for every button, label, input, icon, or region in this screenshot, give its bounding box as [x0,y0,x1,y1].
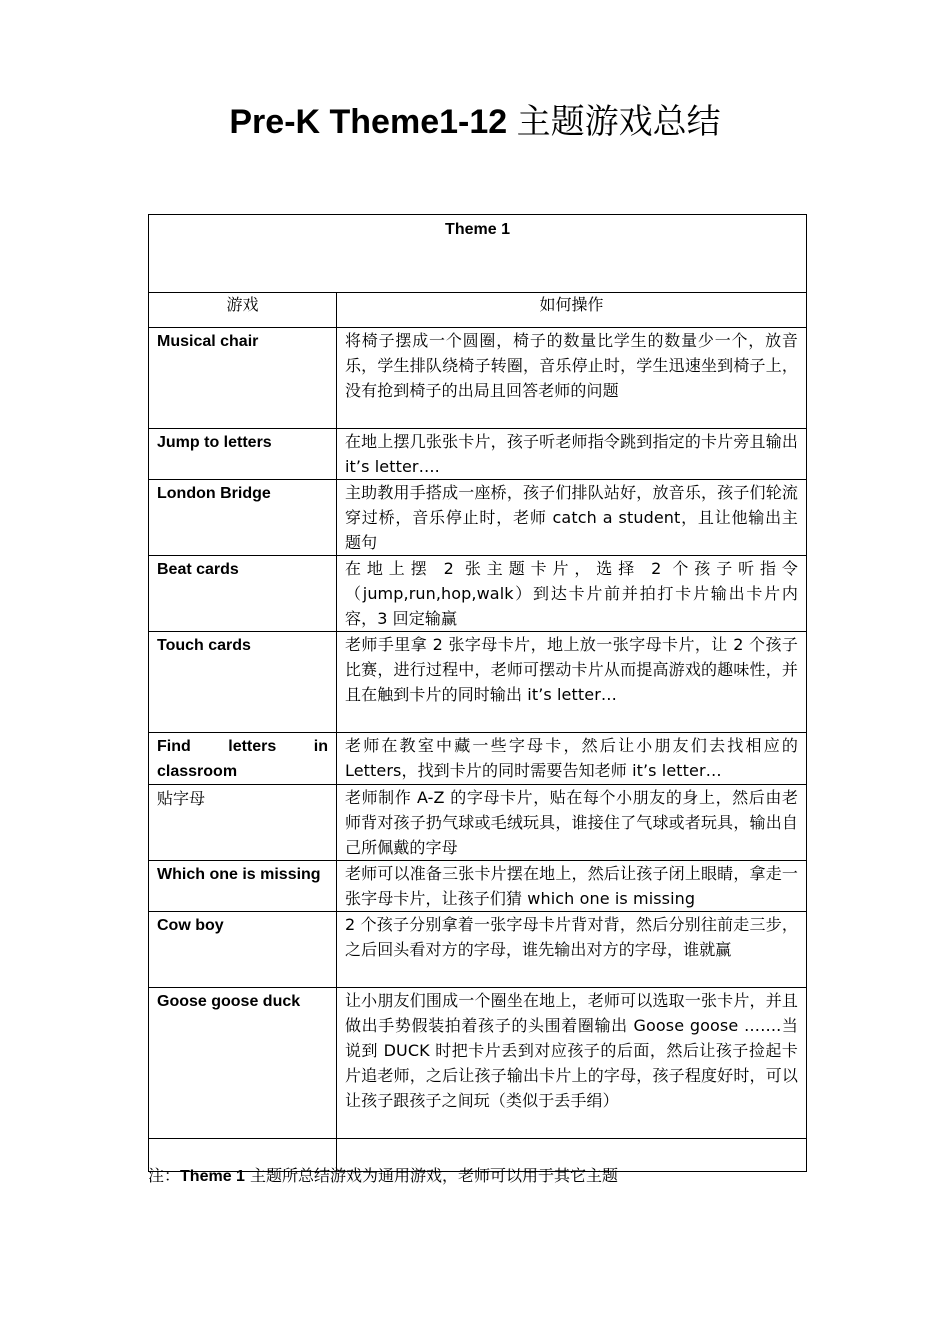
column-header-howto: 如何操作 [337,293,807,328]
table-row [149,556,807,632]
game-name: London Bridge [149,480,337,556]
table-row [149,861,807,912]
page-title-cjk: 主题游戏总结 [516,102,721,142]
footnote [148,1164,848,1189]
game-description: 老师制作 A-Z 的字母卡片，贴在每个小朋友的身上，然后由老师背对孩子扔气球或毛绒玩具，谁接住了气球或者玩具，输出自己所佩戴的字母 [337,785,807,861]
game-description: 主助教用手搭成一座桥，孩子们排队站好，放音乐，孩子们轮流穿过桥，音乐停止时，老师 catch a student，且让他输出主题句 [337,480,807,556]
game-name: Goose goose duck [149,988,337,1139]
table-row [149,733,807,785]
game-name: 贴字母 [149,785,337,861]
page-title [0,100,950,144]
page-title-latin: Pre-K Theme1-12 [229,103,517,141]
game-name: Jump to letters [149,429,337,480]
table-row [149,480,807,556]
table-row [149,429,807,480]
game-name: Which one is missing [149,861,337,912]
theme-header-row [149,215,807,293]
games-table [148,214,807,1172]
table-row [149,912,807,988]
theme-heading: Theme 1 [149,215,807,293]
game-description: 在地上摆 2 张主题卡片，选择 2 个孩子听指令（jump,run,hop,walk）到达卡片前并拍打卡片输出卡片内容，3 回定输赢 [337,556,807,632]
game-description: 2 个孩子分别拿着一张字母卡片背对背，然后分别往前走三步，之后回头看对方的字母，谁先输出对方的字母，谁就赢 [337,912,807,988]
footnote-text: 主题所总结游戏为通用游戏，老师可以用于其它主题 [244,1166,619,1185]
table-row [149,328,807,429]
table-row [149,632,807,733]
table-row [149,785,807,861]
game-name: Beat cards [149,556,337,632]
game-name: Cow boy [149,912,337,988]
game-description: 让小朋友们围成一个圈坐在地上，老师可以选取一张卡片，并且做出手势假装拍着孩子的头围着圈输出 Goose goose …….当说到 DUCK 时把卡片丢到对应孩子的后面，然后让孩子捡起卡片追老师，之后让孩子输出卡片上的字母，孩子程度好时，可以让孩子跟孩子之间玩（类似于丢手绢） [337,988,807,1139]
game-description: 在地上摆几张张卡片，孩子听老师指令跳到指定的卡片旁且输出 it’s letter…. [337,429,807,480]
game-name: Touch cards [149,632,337,733]
table-row [149,988,807,1139]
column-header-game: 游戏 [149,293,337,328]
game-description: 将椅子摆成一个圆圈，椅子的数量比学生的数量少一个，放音乐，学生排队绕椅子转圈，音乐停止时，学生迅速坐到椅子上，没有抢到椅子的出局且回答老师的问题 [337,328,807,429]
game-description: 老师可以准备三张卡片摆在地上，然后让孩子闭上眼睛，拿走一张字母卡片，让孩子们猜 which one is missing [337,861,807,912]
game-description: 老师在教室中藏一些字母卡，然后让小朋友们去找相应的 Letters，找到卡片的同时需要告知老师 it’s letter… [337,733,807,785]
game-description: 老师手里拿 2 张字母卡片，地上放一张字母卡片，让 2 个孩子比赛，进行过程中，老师可摆动卡片从而提高游戏的趣味性，并且在触到卡片的同时输出 it’s letter… [337,632,807,733]
footnote-theme: Theme 1 [180,1168,245,1185]
game-name: Find letters in classroom [149,733,337,785]
footnote-prefix: 注： [148,1166,181,1185]
game-name: Musical chair [149,328,337,429]
column-header-row [149,293,807,328]
